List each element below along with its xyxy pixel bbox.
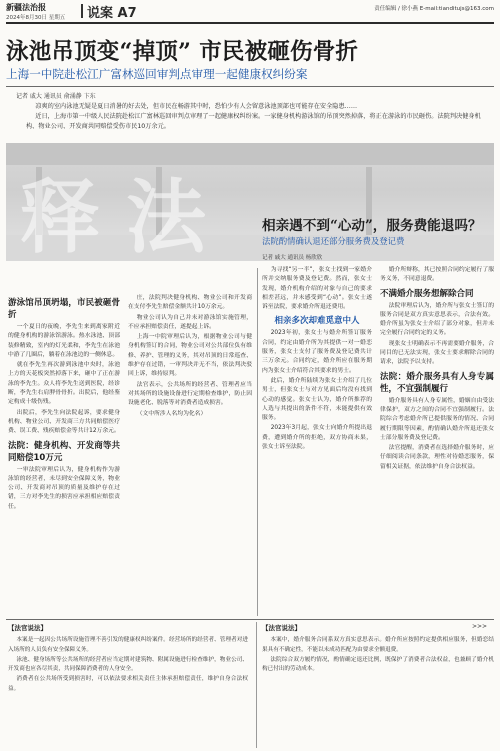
paragraph: 本案是一起因公共场所设施管理不善引发的健康权纠纷案件。经营场所的经营者、管理者对进入场所的人员负有安全保障义务。 bbox=[8, 637, 248, 653]
newspaper-brand: 新疆法治报 bbox=[6, 2, 46, 12]
paragraph: 法院审理后认为，婚介所与张女士签订的服务合同是双方真实意思表示，合法有效。婚介所虽为张女士介绍了部分对象，但并未完全履行合同约定的义务。 bbox=[380, 302, 494, 337]
paragraph: 2023年初，张女士与婚介所签订服务合同，约定由婚介所为其提供一对一婚恋服务，张女士支付了服务费及登记费共计三万余元。合同约定，婚介所应在服务期内为张女士介绍符合其要求的男士。 bbox=[262, 330, 372, 374]
paragraph: 2023年3月起，张女士向婚介所提出退费，遭到婚介所的拒绝，双方协商未果，张女士诉至法院。 bbox=[262, 425, 372, 451]
paragraph: 婚介服务具有人身专属性，婚姻自由受法律保护，双方之间的合同不宜强制履行。法院综合考虑婚介所已提供服务的情况、合同履行期限等因素，酌情确认婚介所退还张女士部分服务费及登记费。 bbox=[380, 397, 494, 441]
paragraph: 法官提醒，消费者在选择婚介服务时，应仔细阅读合同条款，理性对待婚恋服务，保留相关证据，依法维护自身合法权益。 bbox=[380, 445, 494, 470]
column-3 bbox=[262, 266, 372, 616]
paragraph: 出院后，李先生向法院起诉，要求健身机构、物业公司、开发商三方共同赔偿医疗费、误工费、残疾赔偿金等共计12万余元。 bbox=[8, 409, 120, 435]
paragraph: 一审法院审理后认为，健身机构作为游泳馆的经营者，未尽到安全保障义务，物业公司、开发商对吊顶的质量及维护存在过错，三方对李先生的损害应承担相应赔偿责任。 bbox=[8, 466, 120, 510]
section-heading: 相亲多次却难觅意中人 bbox=[274, 316, 360, 327]
lead-paragraph: 近日，上海市第一中级人民法院赴松江广富林巡回审判点审理了一起健康权纠纷案。一家健身机构游泳馆的吊顶突然掉落，将正在游泳的市民砸伤。法院判决健身机构、物业公司、开发商共同赔偿受伤市民10万余元。 bbox=[26, 113, 481, 130]
paragraph: 本案中，婚介服务合同系双方真实意思表示。婚介所应按照约定提供相应服务，但婚恋结果具有不确定性，不能以未成功匹配为由要求全额退费。 bbox=[262, 637, 494, 653]
paragraph: 法官表示，公共场所的经营者、管理者应当对其场所的设施设备进行定期检查维护，防止因设施老化、脱落等对消费者造成损害。 bbox=[128, 381, 252, 407]
footer-rule bbox=[6, 619, 494, 620]
section-heading: 不满婚介服务想解除合同 bbox=[380, 288, 474, 299]
judge-comment-right bbox=[262, 636, 494, 748]
paragraph: 上海一中院审理后认为，根据物业公司与健身机构签订的合同，物业公司对公共部位负有维修、养护、管理的义务，其对吊顶的日常巡查、维护存在过错，一审判决并无不当，依法判决驳回上诉，维持原判。 bbox=[128, 334, 252, 378]
paragraph: （文中所涉人名均为化名） bbox=[136, 410, 207, 417]
main-headline: 泳池吊顶变“掉顶” 市民被砸伤骨折 bbox=[6, 39, 359, 65]
paragraph: 此后，婚介所陆续为张女士介绍了几位男士，但张女士与对方见面后均没有找到心动的感觉。张女士认为，婚介所推荐的人选与其提出的条件不符，未能提供有效服务。 bbox=[262, 377, 372, 422]
secondary-byline: 记者 戚大 通讯员 杨欣欣 bbox=[262, 255, 323, 261]
secondary-subhead: 法院酌情确认退还部分服务费及登记费 bbox=[262, 236, 405, 246]
header-rule bbox=[6, 22, 494, 24]
column-4 bbox=[380, 266, 494, 616]
judge-comment-tag: 【法官说法】 bbox=[262, 624, 301, 632]
column-2 bbox=[128, 294, 252, 616]
secondary-headline: 相亲遇不到“心动”，服务费能退吗？ bbox=[262, 218, 482, 234]
paragraph: 消费者在公共场所受到损害时，可以依法要求相关责任主体承担赔偿责任，维护自身合法权益。 bbox=[8, 676, 248, 692]
paragraph: 一个夏日的夜晚，李先生来到离家附近的健身机构的游泳馆游泳。热水泳池、顶部装修精致，室内的灯光柔和，李先生在泳池中游了几圈后，躺着在泳池边的一侧休息。 bbox=[8, 324, 120, 358]
issue-date: 2024年8月30日 星期五 bbox=[6, 15, 66, 21]
section-heading: 法院：婚介服务具有人身专属性，不宜强制履行 bbox=[380, 371, 494, 394]
section-heading: 法院：健身机构、开发商等共同赔偿10万元 bbox=[8, 440, 120, 463]
page-header bbox=[0, 0, 500, 26]
section-heading: 游泳馆吊顶坍塌，市民被砸骨折 bbox=[8, 298, 120, 320]
main-lead bbox=[26, 102, 486, 132]
paragraph: 为寻找“另一半”，张女士找到一家婚介所并交纳服务费及登记费。然而，张女士发现，婚介机构介绍的对象与自己的要求相差甚远，并未感受到“心动”。张女士遂诉至法院，要求婚介所退还费用。 bbox=[262, 267, 372, 311]
section-label: 说案 A7 bbox=[87, 6, 137, 21]
paragraph: 现张女士明确表示不再需要婚介服务，合同目的已无法实现，张女士要求解除合同的请求，法院予以支持。 bbox=[380, 340, 494, 366]
main-subhead: 上海一中院赴松江广富林巡回审判点审理一起健康权纠纷案 bbox=[6, 67, 308, 81]
column-divider bbox=[257, 268, 258, 616]
paragraph: 就在李先生再次游到泳池中央时，泳池上方的天花板突然掉落下来，砸中了正在游泳的李先生。众人将李先生送到医院，经诊断，李先生右肩胛骨骨折。出院后，他经鉴定构成十级伤残。 bbox=[8, 362, 120, 406]
article-photo bbox=[6, 143, 494, 261]
main-byline: 记者 戚大 通讯员 俞涌静 卞东 bbox=[16, 93, 96, 100]
lead-box bbox=[6, 86, 494, 136]
judge-comment-tag: 【法官说法】 bbox=[8, 624, 47, 632]
column-1 bbox=[8, 294, 120, 616]
continue-arrow: >>> bbox=[472, 623, 488, 630]
judge-comment-left bbox=[8, 636, 248, 748]
paragraph: 庄，法院判决健身机构、物业公司和开发商在支付李先生赔偿金额共计10万余元。 bbox=[128, 295, 252, 311]
footer-divider bbox=[256, 622, 257, 748]
lead-paragraph: 凉爽的室内泳池无疑是夏日消暑的好去处，但市民在畅游其中时，恐怕少有人会留意泳池顶部也可能存在安全隐患…… bbox=[35, 103, 358, 110]
section-divider bbox=[81, 4, 83, 18]
paragraph: 物业公司认为自己并未对游泳馆实施管理，不应承担赔偿责任，遂提起上诉。 bbox=[128, 314, 252, 330]
paragraph: 法院综合双方履约情况，酌情确定退还比例，既保护了消费者合法权益，也兼顾了婚介机构已付出的劳动成本。 bbox=[262, 656, 494, 673]
editor-info: 责任编辑 / 徐小燕 E-mail:tianditujs@163.com bbox=[374, 6, 494, 12]
paragraph: 泳池、健身场所等公共场所的经营者应当定期对建筑物、附属设施进行检查维护，物业公司、开发商也应各尽其责，共同保障消费者的人身安全。 bbox=[8, 656, 248, 673]
paragraph: 婚介所辩称，其已按照合同约定履行了服务义务，不同意退费。 bbox=[380, 267, 494, 283]
photo-watermark: 释法 bbox=[20, 170, 232, 261]
